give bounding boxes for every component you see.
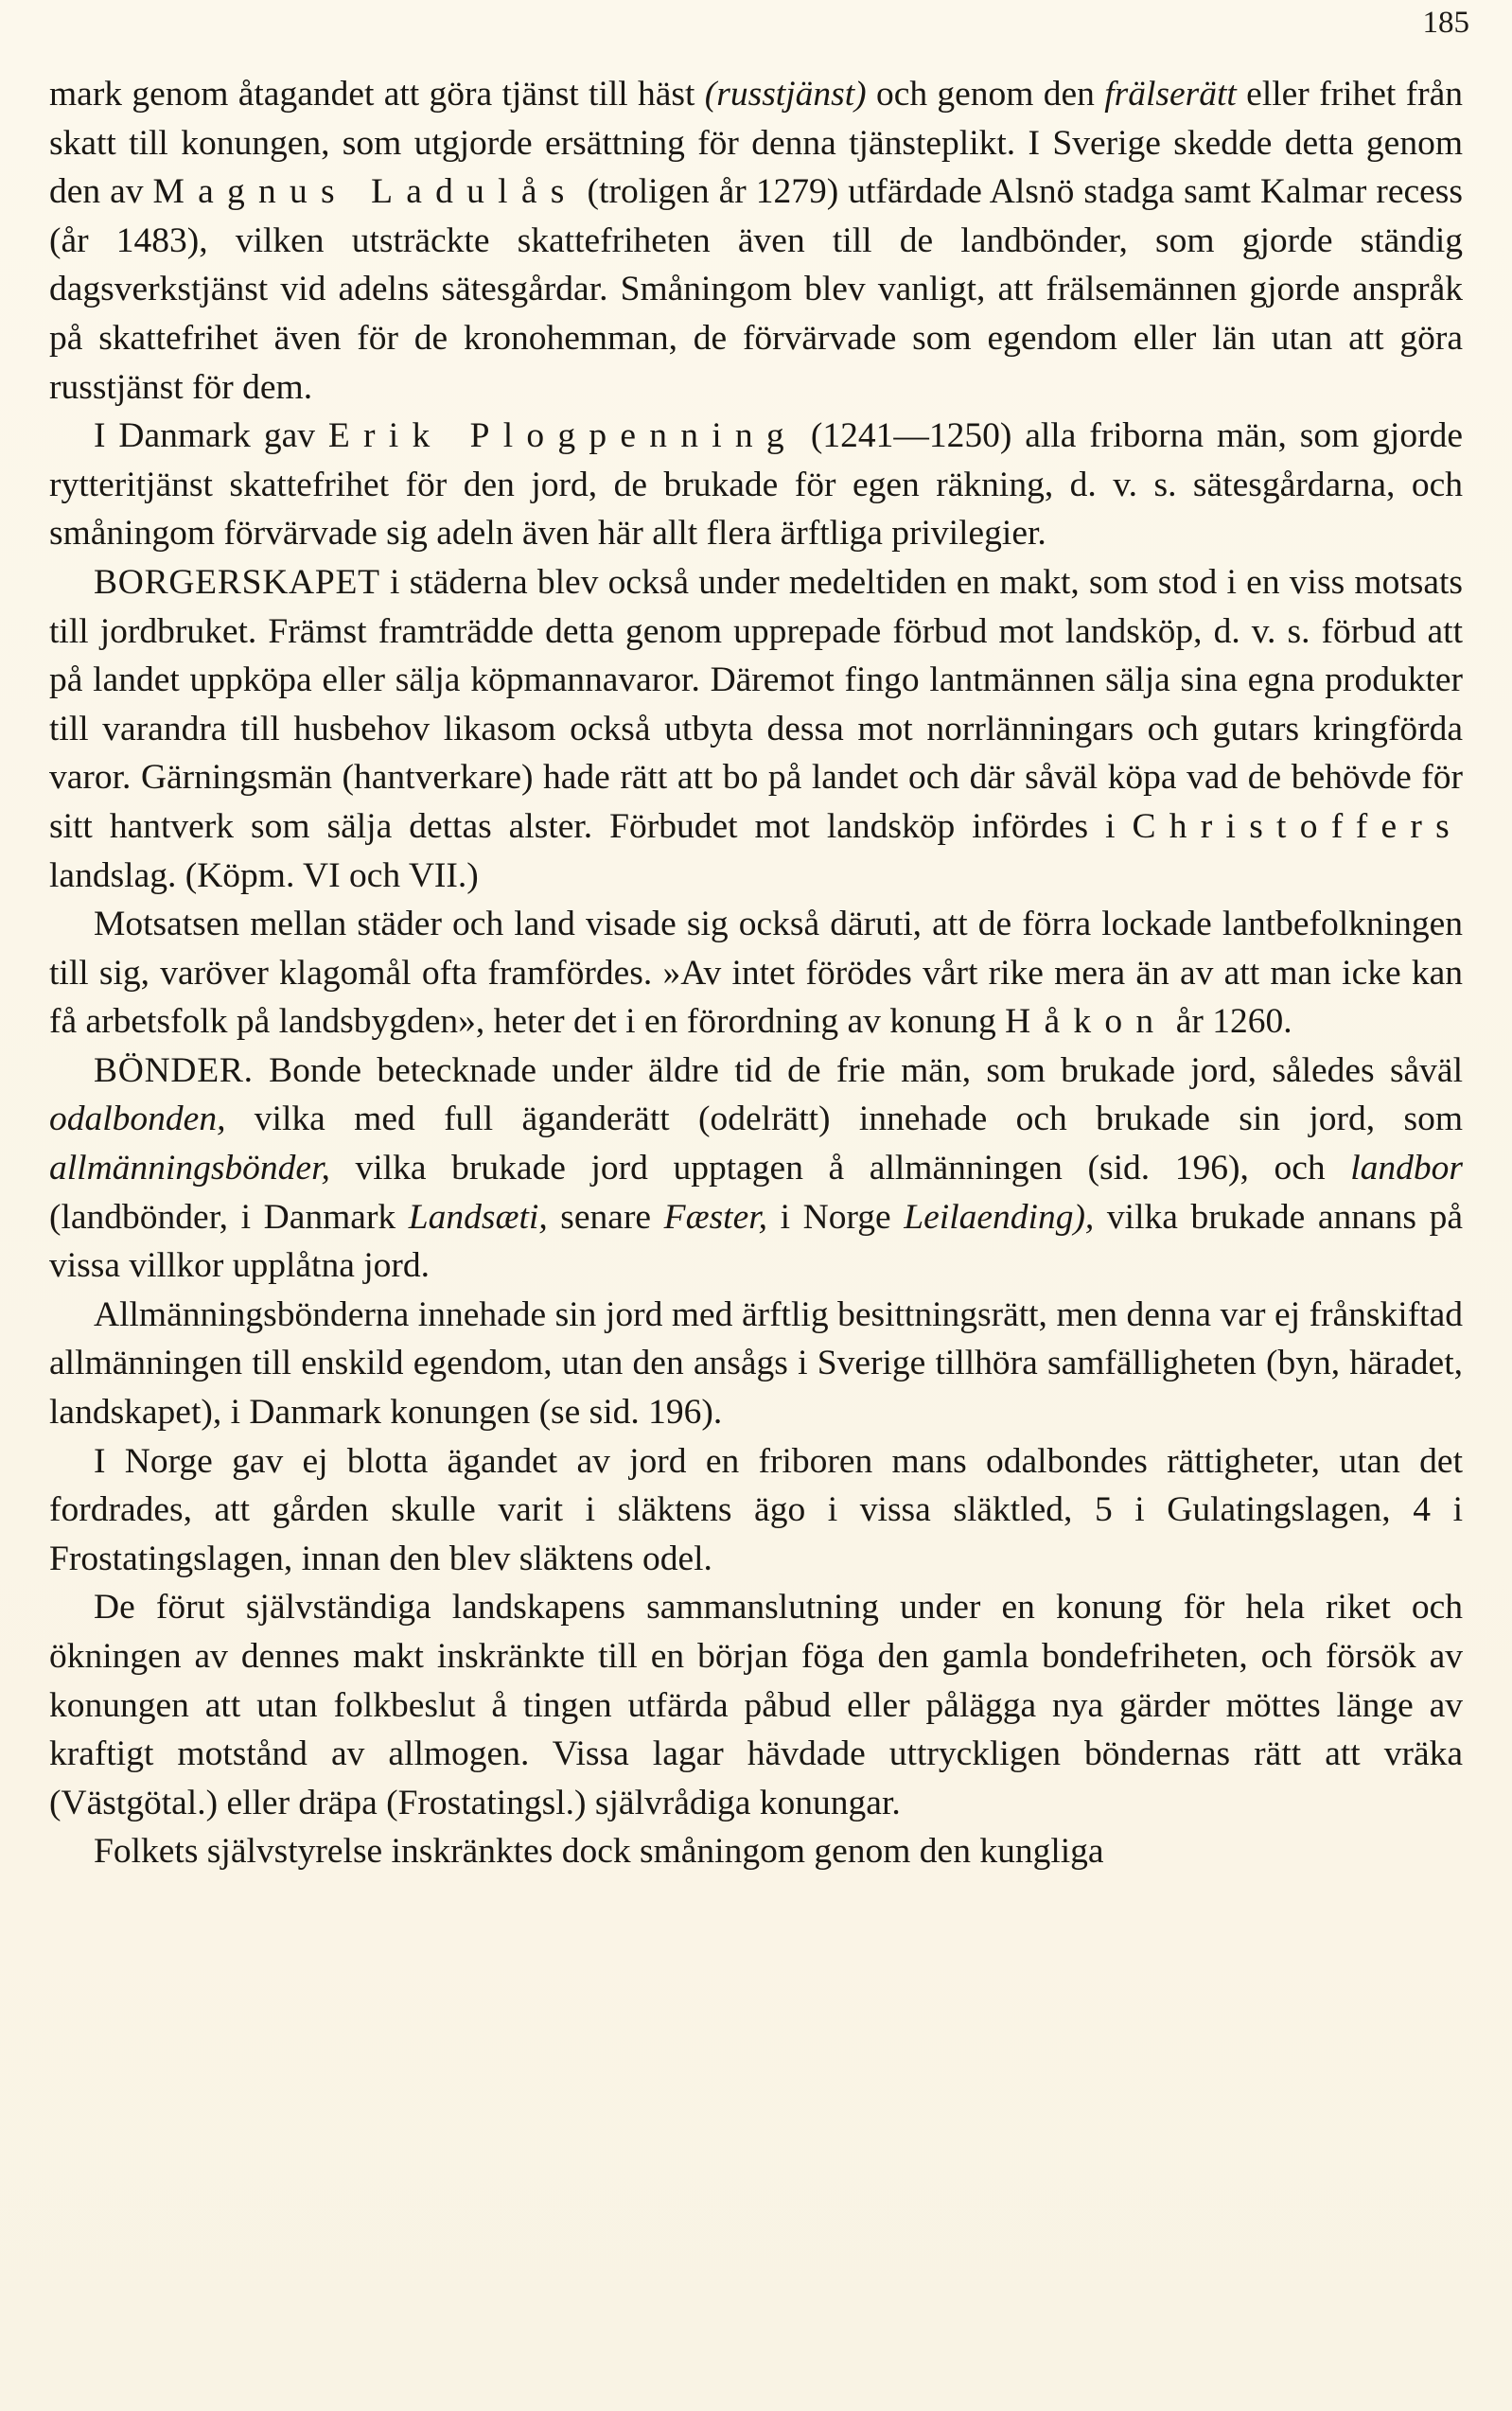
text-run: I Norge gav ej blotta ägandet av jord en friboren mans odalbondes rättigheter, utan det fordrades, att gården skulle varit i släktens ägo i vissa släktled, 5 i Gulatingslagen, 4 i Frostatingslagen, innan den blev släktens odel. — [49, 1441, 1463, 1578]
spaced-name: Magnus Ladulås — [152, 172, 578, 212]
text-run: (landbönder, i Danmark — [49, 1197, 409, 1237]
text-run: Bonde betecknade under äldre tid de frie män, som brukade jord, således såväl — [253, 1050, 1463, 1090]
spaced-name: Erik Plogpenning — [327, 416, 798, 456]
text-run: eller frihet från skatt till konungen, som utgjorde ersättning för denna tjänsteplikt. I Sverige skedde detta genom den av — [49, 75, 1464, 212]
text-run: i Norge — [767, 1197, 905, 1237]
section-heading: BORGERSKAPET — [94, 562, 380, 602]
paragraph-borgerskapet — [49, 558, 1463, 900]
text-run: mark genom åtagandet att göra tjänst till häst — [49, 75, 705, 114]
italic-term: Leilaending), — [904, 1197, 1095, 1237]
paragraph-peasant-freedom — [49, 1583, 1463, 1827]
section-heading: BÖNDER. — [94, 1050, 254, 1090]
text-run: De förut självständiga landskapens sammanslutning under en konung för hela riket och ökningen av dennes makt inskränkte till en början föga den gamla bondefriheten, och försök av konungen att utan folkbeslut å tingen utfärda påbud eller pålägga nya gärder möttes länge av kraftigt motstånd av allmogen. Vissa lagar hävdade uttryckligen böndernas rätt att vräka (Västgötal.) eller dräpa (Frostatingsl.) självrådiga konungar. — [49, 1588, 1463, 1822]
text-run: Motsatsen mellan städer och land visade sig också däruti, att de förra lockade lantbefolkningen till sig, varöver klagomål ofta framfördes. »Av intet förödes vårt rike mera än av att man icke kan få arbetsfolk på landsbygden», heter det i en förordning av konung — [49, 905, 1463, 1042]
paragraph-denmark-erik-plogpenning — [49, 412, 1463, 558]
italic-term: Landsæti, — [408, 1197, 548, 1237]
italic-term: Fæster, — [663, 1197, 768, 1237]
italic-term: odalbonden, — [49, 1100, 226, 1139]
text-run: år 1260. — [1167, 1002, 1292, 1042]
italic-term: landbor — [1350, 1149, 1463, 1188]
paragraph-town-country-contrast — [49, 900, 1463, 1047]
page-number: 185 — [1422, 6, 1469, 40]
paragraph-bonder — [49, 1047, 1463, 1291]
text-run: landslag. (Köpm. VI och VII.) — [49, 855, 479, 895]
text-run: vilka med full äganderätt (odelrätt) innehade och brukade sin jord, som — [225, 1100, 1463, 1139]
text-run: Allmänningsbönderna innehade sin jord med ärftlig besittningsrätt, men denna var ej frånskiftad allmänningen till enskild egendom, utan den ansågs i Sverige tillhöra samfälligheten (byn, häradet, landskapet), i Danmark konungen (se sid. 196). — [49, 1294, 1463, 1433]
spaced-name: Christoffers — [1132, 806, 1463, 846]
text-run: vilka brukade jord upptagen å allmänningen (sid. 196), och — [329, 1149, 1351, 1188]
text-run: senare — [547, 1197, 664, 1237]
spaced-name: Håkon — [1005, 1002, 1168, 1042]
paragraph-norway-odal — [49, 1437, 1463, 1584]
text-run: (1241—1250) alla friborna män, som gjorde rytteritjänst skattefrihet för den jord, de brukade för egen räkning, d. v. s. sätesgårdarna, och småningom förvärvade sig adeln även här allt flera ärftliga privilegier. — [49, 416, 1463, 554]
italic-term: allmänningsbönder, — [49, 1149, 330, 1188]
text-run: (troligen år 1279) utfärdade Alsnö stadga samt Kalmar recess (år 1483), vilken utsträckte skattefriheten även till de landbönder, som gjorde ständig dagsverkstjänst vid adelns sätesgårdar. Småningom blev vanligt, att frälsemännen gjorde anspråk på skattefrihet även för de kronohemman, de förvärvade som egendom eller län utan att göra russtjänst för dem. — [49, 172, 1463, 407]
paragraph-nobility-tax-exemption — [49, 70, 1463, 412]
text-run: Folkets självstyrelse inskränktes dock småningom genom den kungliga — [94, 1832, 1104, 1872]
text-run: i städerna blev också under medeltiden en makt, som stod i en viss motsats till jordbruket. Främst framträdde detta genom upprepade förbud mot landsköp, d. v. s. förbud att på landet uppköpa eller sälja köpmannavaror. Däremot fingo lantmännen sälja sina egna produkter till varandra till husbehov likasom också utbyta dessa mot norrlänningars och gutars kringförda varor. Gärningsmän (hantverkare) hade rätt att bo på landet och där såväl köpa vad de behövde för sitt hantverk som sälja dettas alster. Förbudet mot landsköp infördes i — [49, 562, 1463, 846]
text-run: vilka brukade annans på vissa villkor upplåtna jord. — [49, 1197, 1463, 1286]
italic-term: (russtjänst) — [704, 75, 867, 114]
paragraph-self-government — [49, 1827, 1463, 1876]
paragraph-allmanningsbonderna — [49, 1291, 1463, 1437]
italic-term: frälserätt — [1104, 75, 1237, 114]
text-run: och genom den — [866, 75, 1105, 114]
body-text — [49, 70, 1463, 1876]
text-run: I Danmark gav — [94, 416, 328, 456]
